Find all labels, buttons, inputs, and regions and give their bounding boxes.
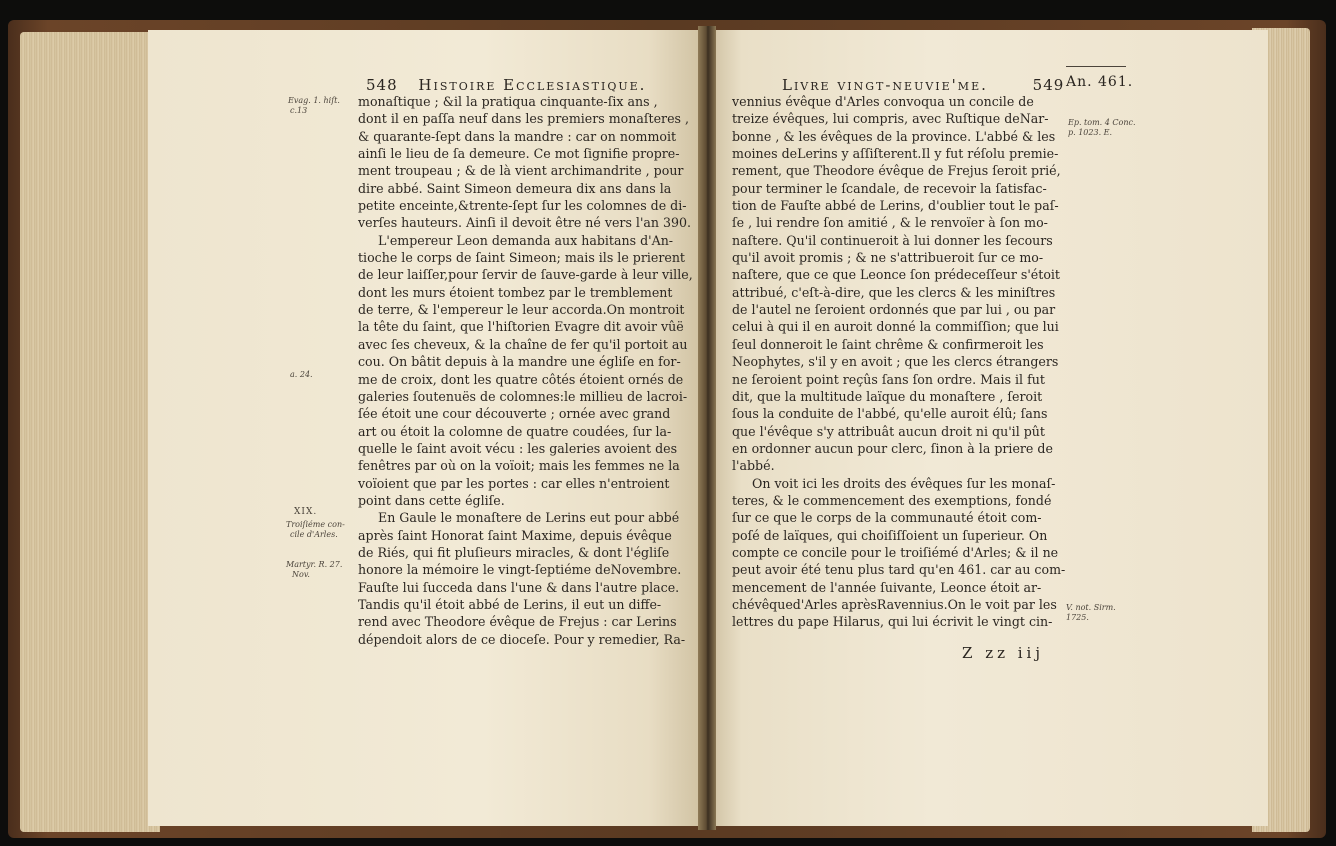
text-line: dont les murs étoient tombez par le tremblement (358, 284, 673, 300)
margin-section-number: XIX. (294, 507, 318, 517)
text-line: honore la mémoire le vingt-ſeptiéme deNovembre. (358, 562, 682, 578)
margin-martyr-2: Nov. (292, 570, 310, 579)
left-running-head (366, 76, 646, 94)
text-line: moines deLerins y aſſiſterent.Il y fut réſolu premie- (732, 146, 1059, 162)
left-page-number: 548 (366, 76, 398, 94)
text-line: après ſaint Honorat ſaint Maxime, depuis évêque (358, 527, 672, 543)
text-line: Fauſte lui ſucceda dans l'une & dans l'autre place. (358, 579, 680, 595)
text-line: verſes hauteurs. Ainſi il devoit être né vers l'an 390. (358, 215, 692, 231)
page-signature: Z zz iij (962, 644, 1045, 662)
text-line: galeries ſoutenuës de colomnes:le millieu de lacroi- (358, 388, 688, 404)
text-line: point dans cette égliſe. (358, 492, 505, 508)
text-line: art ou étoit la colomne de quatre coudées, ſur la- (358, 423, 672, 439)
text-line: ſe , lui rendre ſon amitié , & le renvoïer à ſon mo- (732, 215, 1048, 231)
right-page-number: 549 (1032, 76, 1065, 94)
text-line: chévêqued'Arles aprèsRavennius.On le voit par les (732, 596, 1057, 612)
year-label: An. 461. (1066, 74, 1134, 90)
left-page-text (358, 93, 693, 648)
left-page-edges (20, 32, 160, 832)
text-line: teres, & le commencement des exemptions, fondé (732, 492, 1052, 508)
margin-ep-2: p. 1023. E. (1068, 128, 1113, 137)
text-line: poſé de laïques, qui choiſiſſoient un ſuperieur. On (732, 527, 1048, 543)
text-line: peut avoir été tenu plus tard qu'en 461. car au com- (732, 562, 1066, 578)
text-line: lettres du pape Hilarus, qui lui écrivit le vingt cin- (732, 614, 1053, 630)
text-line: mencement de l'année ſuivante, Leonce étoit ar- (732, 579, 1042, 595)
book-gutter (698, 26, 716, 830)
text-line: ſur ce que le corps de la communauté étoit com- (732, 510, 1042, 526)
text-line: petite enceinte,&trente-ſept ſur les colomnes de di- (358, 198, 687, 214)
text-line: cou. On bâtit depuis à la mandre une égliſe en for- (358, 354, 681, 370)
margin-note-evagrius: Evag. 1. hiſt. (288, 96, 340, 105)
text-line: en ordonner aucun pour clerc, ſinon à la priere de (732, 440, 1053, 456)
text-line: ainſi le lieu de ſa demeure. Ce mot ſignifie propre- (358, 146, 680, 162)
text-line: rend avec Theodore évêque de Frejus : car Lerins (358, 614, 677, 630)
text-line: de Riés, qui fit pluſieurs miracles, & dont l'égliſe (358, 544, 670, 560)
text-line: treize évêques, lui compris, avec Ruſtique deNar- (732, 111, 1049, 127)
text-line: dit, que la multitude laïque du monaſtere , ſeroit (732, 388, 1043, 404)
text-line: que l'évêque s'y attribuât aucun droit ni qu'il pût (732, 423, 1045, 439)
text-line: avec ſes cheveux, & la chaîne de fer qu'il portoit au (358, 336, 688, 352)
text-line: rement, que Theodore évêque de Frejus ſeroit prié, (732, 163, 1061, 179)
text-line: celui à qui il en auroit donné la commiſſion; que lui (732, 319, 1059, 335)
text-line: pour terminer le ſcandale, de recevoir la ſatisfac- (732, 180, 1047, 196)
text-line: On voit ici les droits des évêques ſur les monaſ- (752, 475, 1056, 491)
text-line: de l'autel ne ſeroient ordonnés que par lui , ou par (732, 302, 1056, 318)
text-line: voïoient que par les portes : car elles n'entroient (358, 475, 670, 491)
text-line: & quarante-ſept dans la mandre : car on nommoit (358, 128, 677, 144)
text-line: de leur laiſſer,pour ſervir de ſauve-garde à leur ville, (358, 267, 693, 283)
text-line: ſeul donneroit le ſaint chrême & confirmeroit les (732, 336, 1044, 352)
text-line: ne ſeroient point reçûs ſans ſon ordre. Mais il fut (732, 371, 1045, 387)
margin-section-title-2: cile d'Arles. (290, 530, 338, 539)
margin-note-evagrius-cont: c.13 (290, 106, 308, 115)
text-line: l'abbé. (732, 458, 775, 474)
text-line: En Gaule le monaſtere de Lerins eut pour abbé (378, 510, 680, 526)
text-line: tioche le corps de ſaint Simeon; mais ils le prierent (358, 250, 685, 266)
right-page-text (732, 93, 1066, 631)
margin-vnot-1: V. not. Sirm. (1066, 603, 1116, 612)
text-line: bonne , & les évêques de la province. L'abbé & les (732, 128, 1056, 144)
margin-note-ref-24: a. 24. (290, 370, 313, 379)
text-line: naſtere. Qu'il continueroit à lui donner les ſecours (732, 232, 1053, 248)
left-running-title: Histoire Ecclesiastique. (418, 76, 647, 94)
text-line: dépendoit alors de ce dioceſe. Pour y remedier, Ra- (358, 631, 686, 647)
margin-martyr-1: Martyr. R. 27. (286, 560, 343, 569)
margin-section-title-1: Troiſiéme con- (286, 520, 345, 529)
text-line: ment troupeau ; & de là vient archimandrite , pour (358, 163, 684, 179)
text-line: dire abbé. Saint Simeon demeura dix ans dans la (358, 180, 672, 196)
margin-ep-1: Ep. tom. 4 Conc. (1068, 118, 1136, 127)
text-line: quelle le ſaint avoit vécu : les galeries avoient des (358, 440, 678, 456)
text-line: ſée étoit une cour découverte ; ornée avec grand (358, 406, 671, 422)
right-running-title: Livre vingt-neuvie'me. (782, 76, 988, 94)
text-line: Neophytes, s'il y en avoit ; que les clercs étrangers (732, 354, 1059, 370)
text-line: vennius évêque d'Arles convoqua un concile de (732, 94, 1034, 109)
text-line: de terre, & l'empereur le leur accorda.On montroit (358, 302, 685, 318)
text-line: fenêtres par où on la voïoit; mais les femmes ne la (358, 458, 680, 474)
text-line: dont il en paſſa neuf dans les premiers monaſteres , (358, 111, 689, 127)
text-line: compte ce concile pour le troiſiémé d'Arles; & il ne (732, 544, 1059, 560)
text-line: qu'il avoit promis ; & ne s'attribueroit ſur ce mo- (732, 250, 1044, 266)
text-line: ſous la conduite de l'abbé, qu'elle auroit élû; ſans (732, 406, 1048, 422)
text-line: monaſtique ; &il la pratiqua cinquante-ſix ans , (358, 94, 658, 109)
right-running-head (782, 76, 1064, 94)
text-line: L'empereur Leon demanda aux habitans d'An- (378, 232, 674, 248)
text-line: attribué, c'eſt-à-dire, que les clercs & les miniſtres (732, 284, 1056, 300)
text-line: me de croix, dont les quatre côtés étoient ornés de (358, 371, 684, 387)
text-line: naſtere, que ce que Leonce ſon prédeceſſeur s'étoit (732, 267, 1060, 283)
text-line: Tandis qu'il étoit abbé de Lerins, il eut un diffe- (358, 596, 662, 612)
margin-vnot-2: 1725. (1066, 613, 1089, 622)
text-line: la tête du ſaint, que l'hiſtorien Evagre dit avoir vûë (358, 319, 684, 335)
year-rule (1066, 66, 1126, 67)
text-line: tion de Fauſte abbé de Lerins, d'oublier tout le paſ- (732, 198, 1059, 214)
